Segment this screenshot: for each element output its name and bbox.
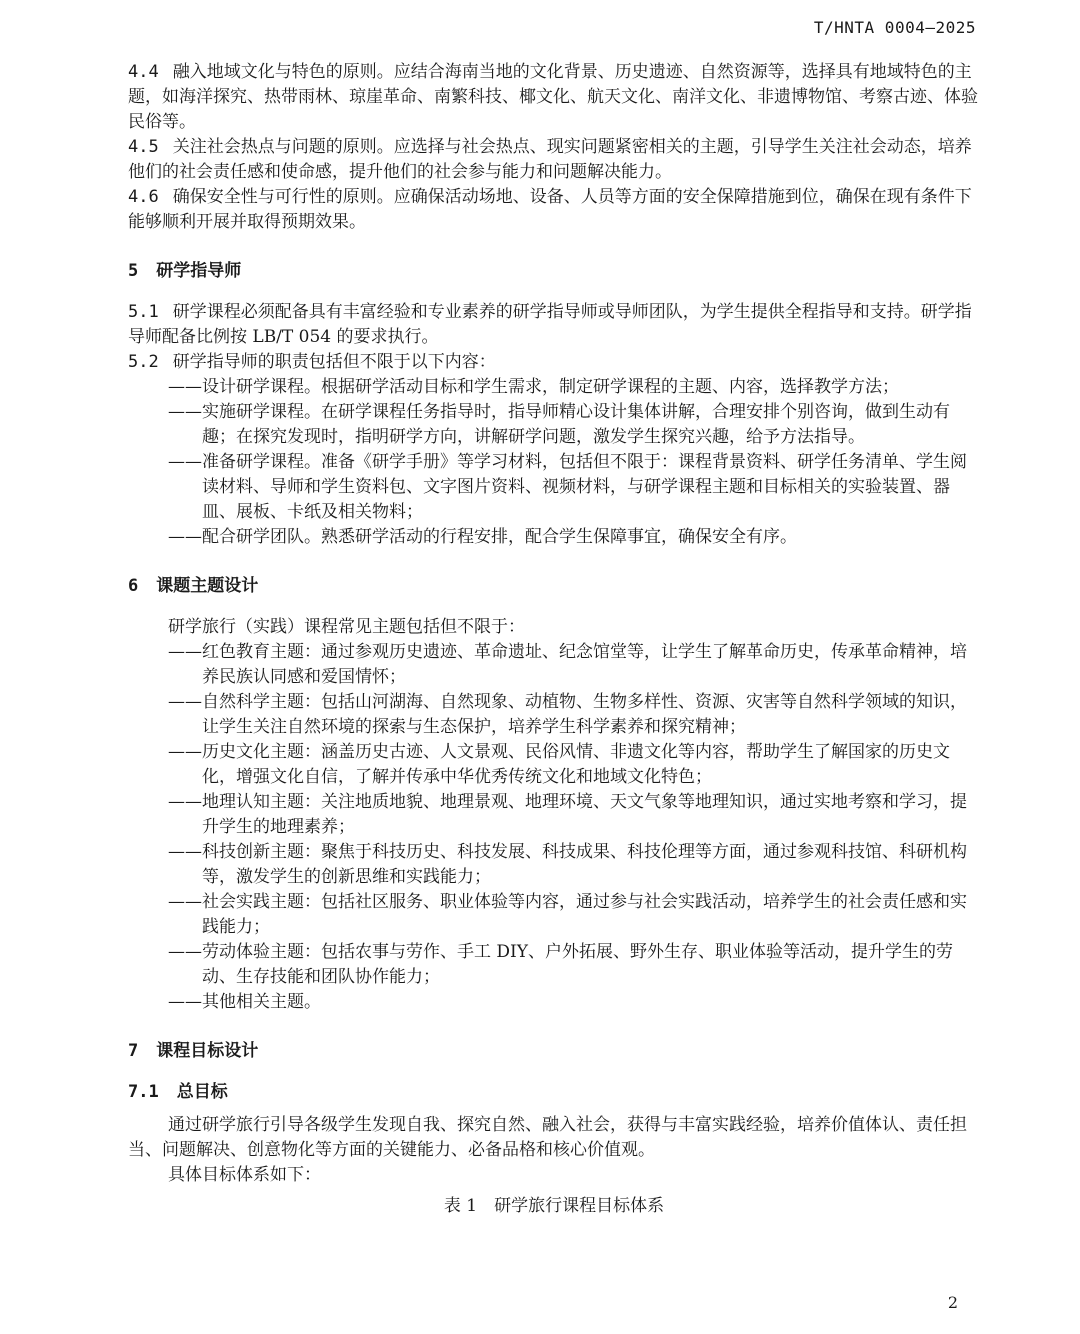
table-caption: 表 1 研学旅行课程目标体系	[443, 1196, 665, 1216]
list-item: ——历史文化主题：涵盖历史古迹、人文景观、民俗风情、非遗文化等内容，帮助学生了解国家的历史文化，增强文化自信，了解并传承中华优秀传统文化和地域文化特色；	[168, 742, 950, 787]
clause-4-4: 4.4 融入地域文化与特色的原则。应结合海南当地的文化背景、历史遗迹、自然资源等，选择具有地域特色的主题，如海洋探究、热带雨林、琼崖革命、南繁科技、椰文化、航天文化、南洋文化、非遗博物馆、考察古迹、体验民俗等。	[128, 62, 978, 132]
list-item: ——劳动体验主题：包括农事与劳作、手工 DIY、户外拓展、野外生存、职业体验等活动，提升学生的劳动、生存技能和团队协作能力；	[168, 942, 953, 987]
list-item: ——社会实践主题：包括社区服务、职业体验等内容，通过参与社会实践活动，培养学生的社会责任感和实践能力；	[168, 892, 967, 937]
list-item: ——准备研学课程。准备《研学手册》等学习材料，包括但不限于：课程背景资料、研学任务清单、学生阅读材料、导师和学生资料包、文字图片资料、视频材料，与研学课程主题和目标相关的实验装置、器皿、展板、卡纸及相关物料；	[168, 452, 967, 522]
list-item: ——其他相关主题。	[168, 992, 321, 1012]
section-5-heading: 5 研学指导师	[128, 261, 242, 281]
list-item: ——科技创新主题：聚焦于科技历史、科技发展、科技成果、科技伦理等方面，通过参观科技馆、科研机构等，激发学生的创新思维和实践能力；	[168, 842, 967, 887]
list-item: ——设计研学课程。根据研学活动目标和学生需求，制定研学课程的主题、内容，选择教学方法；	[168, 377, 899, 397]
list-item: ——地理认知主题：关注地质地貌、地理景观、地理环境、天文气象等地理知识，通过实地考察和学习，提升学生的地理素养；	[168, 792, 967, 837]
section-7-heading: 7 课程目标设计	[128, 1041, 259, 1061]
list-item: ——自然科学主题：包括山河湖海、自然现象、动植物、生物多样性、资源、灾害等自然科学领域的知识，让学生关注自然环境的探索与生态保护，培养学生科学素养和探究精神；	[168, 692, 967, 737]
clause-5-2: 5.2 研学指导师的职责包括但不限于以下内容：	[128, 352, 496, 372]
clause-5-1: 5.1 研学课程必须配备具有丰富经验和专业素养的研学指导师或导师团队，为学生提供全程指导和支持。研学指导师配备比例按 LB/T 054 的要求执行。	[128, 302, 972, 347]
clause-4-5: 4.5 关注社会热点与问题的原则。应选择与社会热点、现实问题紧密相关的主题，引导学生关注社会动态，培养他们的社会责任感和使命感，提升他们的社会参与能力和问题解决能力。	[128, 137, 972, 182]
list-item: ——红色教育主题：通过参观历史遗迹、革命遗址、纪念馆堂等，让学生了解革命历史，传承革命精神，培养民族认同感和爱国情怀；	[168, 642, 967, 687]
section-7-lead: 具体目标体系如下：	[168, 1165, 321, 1185]
section-4-items	[128, 60, 980, 235]
subsection-7-1-heading: 7.1 总目标	[128, 1082, 228, 1102]
section-7-paragraph: 通过研学旅行引导各级学生发现自我、探究自然、融入社会，获得与丰富实践经验，培养价值体认、责任担当、问题解决、创意物化等方面的关键能力、必备品格和核心价值观。	[128, 1115, 967, 1160]
section-6-heading: 6 课题主题设计	[128, 576, 259, 596]
list-item: ——配合研学团队。熟悉研学活动的行程安排，配合学生保障事宜，确保安全有序。	[168, 527, 797, 547]
clause-4-6: 4.6 确保安全性与可行性的原则。应确保活动场地、设备、人员等方面的安全保障措施到位，确保在现有条件下能够顺利开展并取得预期效果。	[128, 187, 972, 232]
list-item: ——实施研学课程。在研学课程任务指导时，指导师精心设计集体讲解，合理安排个别咨询，做到生动有趣；在探究发现时，指明研学方向，讲解研学问题，激发学生探究兴趣，给予方法指导。	[168, 402, 950, 447]
document-id: T/HNTA 0004—2025	[813, 18, 976, 37]
section-6-intro: 研学旅行（实践）课程常见主题包括但不限于：	[168, 617, 525, 637]
page-number: 2	[947, 1293, 958, 1312]
document-body	[128, 60, 980, 1219]
